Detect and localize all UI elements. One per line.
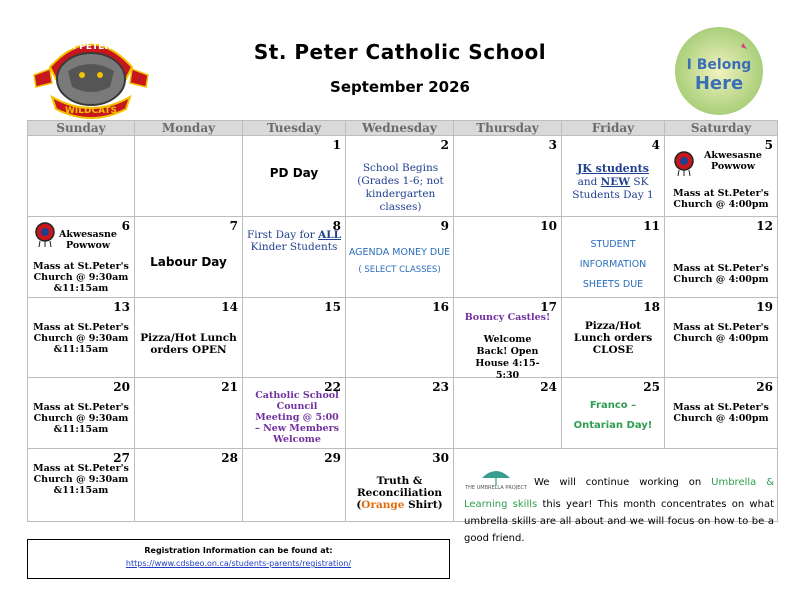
day-cell — [562, 136, 665, 217]
day-cell — [243, 449, 346, 522]
day-number: 15 — [324, 300, 341, 314]
day-cell — [135, 217, 243, 298]
umbrella-icon — [464, 468, 528, 496]
umbrella-text-2: this year! This month concentrates on what umbrella skills are all about and we will focus on how to be a good friend. — [464, 499, 774, 544]
event-jk-students — [562, 162, 664, 202]
day-cell — [346, 378, 454, 449]
umbrella-project-note — [464, 468, 774, 547]
day-cell — [28, 217, 135, 298]
day-number: 27 — [113, 451, 130, 465]
day-cell — [562, 217, 665, 298]
jk-and: and — [577, 176, 601, 188]
day-number: 16 — [432, 300, 449, 314]
event-first-day — [243, 229, 345, 253]
registration-link[interactable]: https://www.cdsbeo.on.ca/students-parents/registration/ — [125, 559, 352, 568]
event-council-meeting: Catholic School Council Meeting @ 5:00 – New Members Welcome — [255, 390, 339, 445]
day-number: 5 — [764, 138, 773, 152]
weekday-header — [28, 121, 778, 136]
day-number: 11 — [643, 219, 660, 233]
day-number: 8 — [332, 219, 341, 233]
day-cell — [454, 378, 562, 449]
logo-line1: I Belong — [686, 57, 752, 73]
event-mass: Mass at St.Peter's Church @ 4:00pm — [673, 402, 769, 424]
month-title: September 2026 — [330, 78, 470, 96]
day-cell — [135, 378, 243, 449]
truth-orange: Orange — [361, 499, 405, 511]
day-number: 22 — [324, 380, 341, 394]
truth-paren: ( — [356, 499, 362, 511]
day-cell — [243, 298, 346, 378]
i-belong-here-logo — [673, 25, 765, 117]
jk-label: JK students — [577, 162, 649, 175]
day-cell — [665, 136, 778, 217]
day-cell-empty — [28, 136, 135, 217]
day-cell — [665, 298, 778, 378]
weekday-label: Monday — [135, 121, 243, 136]
event-pizza-close: Pizza/Hot Lunch orders CLOSE — [573, 320, 653, 356]
day-cell — [243, 378, 346, 449]
day-number: 19 — [756, 300, 773, 314]
truth-text: Truth & Reconciliation — [356, 475, 443, 499]
day-cell — [454, 217, 562, 298]
calendar-table — [27, 120, 778, 522]
day-number: 10 — [540, 219, 557, 233]
event-mass: Mass at St.Peter's Church @ 9:30am &11:15am — [33, 463, 129, 496]
logo-text-bottom: WILDCATS — [65, 106, 117, 116]
day-cell — [135, 298, 243, 378]
day-number: 2 — [440, 138, 449, 152]
event-mass: Mass at St.Peter's Church @ 9:30am &11:15am — [33, 402, 129, 435]
event-bouncy-castles: Bouncy Castles! — [464, 312, 551, 323]
weekday-label: Saturday — [665, 121, 778, 136]
registration-box — [27, 539, 450, 579]
jk-new: NEW — [600, 176, 631, 188]
day-number: 17 — [540, 300, 557, 314]
event-mass: Mass at St.Peter's Church @ 4:00pm — [673, 263, 769, 285]
weekday-label: Wednesday — [346, 121, 454, 136]
first-day-rest: Kinder Students — [250, 241, 338, 253]
umbrella-text-1: We will continue working on — [534, 477, 712, 488]
day-cell — [454, 298, 562, 381]
weekday-label: Thursday — [454, 121, 562, 136]
day-number: 30 — [432, 451, 449, 465]
day-number: 20 — [113, 380, 130, 394]
day-cell — [454, 136, 562, 217]
event-mass: Mass at St.Peter's Church @ 9:30am &11:15am — [33, 322, 129, 355]
dreamcatcher-icon — [32, 221, 58, 247]
jk-rest: SK Students Day 1 — [572, 176, 654, 201]
day-number: 4 — [651, 138, 660, 152]
day-cell — [28, 298, 135, 378]
event-agenda-money: AGENDA MONEY DUE — [348, 247, 451, 258]
event-mass: Mass at St.Peter's Church @ 9:30am &11:15am — [33, 261, 129, 294]
day-cell — [346, 449, 454, 522]
day-number: 1 — [332, 138, 341, 152]
week-row — [28, 298, 778, 378]
logo-text-top: ST. PETER'S — [61, 42, 121, 52]
day-number: 23 — [432, 380, 449, 394]
day-number: 6 — [121, 219, 130, 233]
first-day-text: First Day for — [246, 229, 319, 241]
day-cell — [243, 217, 346, 298]
day-number: 13 — [113, 300, 130, 314]
day-cell — [28, 449, 135, 522]
event-pizza-open: Pizza/Hot Lunch orders OPEN — [140, 332, 237, 356]
day-number: 18 — [643, 300, 660, 314]
week-row — [28, 378, 778, 449]
day-number: 29 — [324, 451, 341, 465]
day-cell-empty — [135, 136, 243, 217]
day-number: 3 — [548, 138, 557, 152]
week-row — [28, 217, 778, 298]
day-cell — [346, 217, 454, 298]
day-cell — [562, 298, 665, 378]
day-cell — [562, 378, 665, 449]
event-franco-ontarian: Franco – Ontarian Day! — [573, 400, 653, 431]
event-school-begins: School Begins (Grades 1-6; not kindergarten classes) — [357, 162, 444, 213]
day-number: 26 — [756, 380, 773, 394]
day-number: 9 — [440, 219, 449, 233]
day-cell — [135, 449, 243, 522]
powwow-event — [32, 221, 118, 251]
powwow-text: Akwesasne Powwow — [59, 229, 117, 251]
day-number: 14 — [221, 300, 238, 314]
weekday-label: Sunday — [28, 121, 135, 136]
day-cell — [243, 136, 346, 217]
umbrella-logo-text: THE UMBRELLA PROJECT — [465, 485, 527, 490]
logo-line2: Here — [694, 73, 744, 94]
day-number: 7 — [229, 219, 238, 233]
day-cell — [346, 298, 454, 378]
registration-text: Registration Information can be found at: — [144, 546, 333, 555]
event-student-info: STUDENT INFORMATION SHEETS DUE — [579, 239, 647, 290]
event-mass: Mass at St.Peter's Church @ 4:00pm — [673, 188, 769, 210]
day-number: 25 — [643, 380, 660, 394]
event-truth-reconciliation — [346, 475, 453, 511]
day-cell — [346, 136, 454, 217]
school-title: St. Peter Catholic School — [253, 40, 547, 64]
event-labour-day: Labour Day — [150, 255, 227, 269]
weekday-label: Tuesday — [243, 121, 346, 136]
week-row — [28, 136, 778, 217]
powwow-event — [671, 150, 765, 176]
event-welcome-back: Welcome Back! Open House 4:15-5:30 — [475, 334, 540, 381]
first-day-all: ALL — [318, 229, 342, 241]
truth-shirt: Shirt) — [404, 499, 443, 511]
event-mass: Mass at St.Peter's Church @ 4:00pm — [673, 322, 769, 344]
day-number: 24 — [540, 380, 557, 394]
day-number: 28 — [221, 451, 238, 465]
dreamcatcher-icon — [671, 150, 697, 176]
event-agenda-sub: ( SELECT CLASSES) — [358, 265, 441, 275]
event-pd-day: PD Day — [269, 166, 319, 180]
day-number: 21 — [221, 380, 238, 394]
weekday-label: Friday — [562, 121, 665, 136]
day-cell — [665, 378, 778, 449]
day-cell — [665, 217, 778, 298]
day-cell — [28, 378, 135, 449]
powwow-text: Akwesasne Powwow — [704, 150, 762, 172]
day-number: 12 — [756, 219, 773, 233]
umbrella-text-skills: Umbrella & Learning skills — [464, 477, 774, 510]
